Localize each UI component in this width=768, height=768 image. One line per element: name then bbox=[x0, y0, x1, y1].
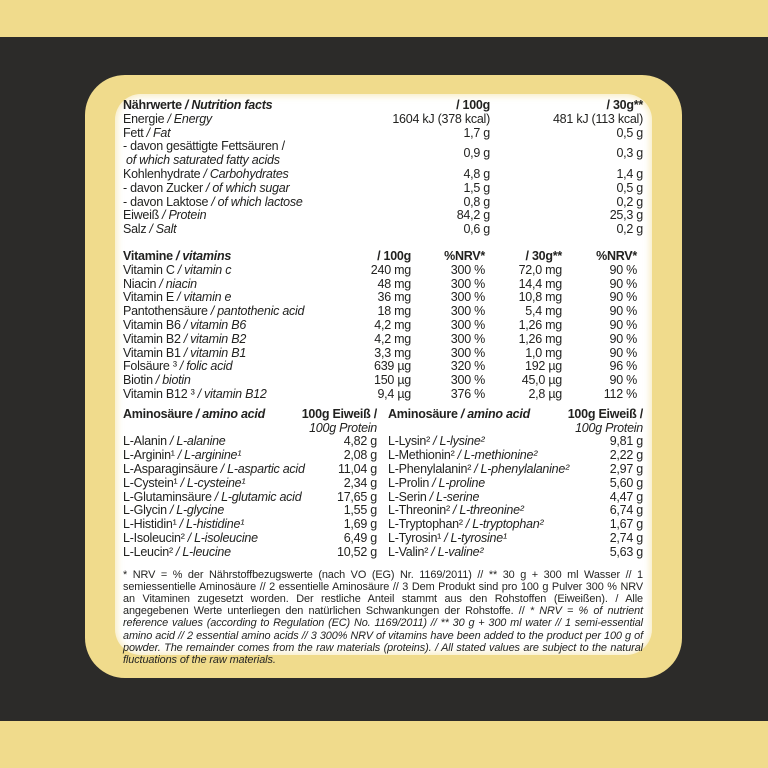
vitamin-value-30g: 1,26 mg bbox=[518, 317, 562, 332]
footnote-german: * NRV = % der Nährstoffbezugswerte (nach VO (EG) Nr. 1169/2011) // ** 30 g + 300 ml Wasser // 1 semiessentielle Aminosäure // 2 essentielle Aminosäure // 3 Dem Produkt sind pro 100 g Pulver 300 % NRV an Vitaminen zugesetzt worden. Der restliche Anteil stammt aus den Rohstoffen (Eiweißen). / Alle angegebenen Werte unterliegen den natürlichen Schwankungen der Rohstoffe. // bbox=[123, 568, 643, 618]
amino-name-en: / L-serine bbox=[429, 489, 480, 504]
amino-name-de: L-Alanin bbox=[123, 434, 167, 449]
nutrition-title bbox=[123, 99, 375, 113]
vitamin-name bbox=[123, 360, 329, 374]
vitamins-title bbox=[123, 250, 329, 264]
nutrient-name-de: Fett bbox=[123, 125, 144, 140]
amino-title-de: Aminosäure bbox=[388, 406, 458, 421]
vitamin-name bbox=[123, 347, 329, 361]
amino-row bbox=[388, 463, 643, 477]
amino-name-en: / L-glutamic acid bbox=[214, 489, 302, 504]
nutrition-row-saturated-fat bbox=[123, 140, 643, 168]
vitamin-value-30g: 72,0 mg bbox=[518, 262, 562, 277]
amino-col-header bbox=[302, 408, 377, 436]
amino-name-de: L-Tyrosin¹ bbox=[388, 530, 442, 545]
vitamin-value-30g: 14,4 mg bbox=[518, 276, 562, 291]
amino-acids-right-column bbox=[388, 408, 643, 560]
amino-value: 2,08 g bbox=[343, 448, 377, 463]
nutrient-name-en: / Protein bbox=[162, 208, 207, 223]
amino-name bbox=[123, 477, 315, 491]
col-header-nrv-100g: %NRV* bbox=[444, 248, 485, 263]
vitamin-name-de: Vitamin B6 bbox=[123, 317, 181, 332]
amino-name-en: / L-proline bbox=[432, 475, 485, 490]
nutrient-name-en: / of which sugar bbox=[205, 180, 290, 195]
nutrient-name bbox=[123, 127, 375, 141]
amino-name bbox=[388, 477, 581, 491]
amino-name bbox=[388, 435, 581, 449]
nutrient-value-100g: 1,5 g bbox=[463, 180, 490, 195]
amino-name-de: L-Histidin¹ bbox=[123, 517, 177, 532]
vitamin-name-de: Biotin bbox=[123, 373, 153, 388]
amino-name-en: / L-methionine² bbox=[457, 448, 538, 463]
vitamin-name bbox=[123, 388, 329, 402]
nutrient-name-de: Kohlenhydrate bbox=[123, 166, 201, 181]
amino-name-en: / L-lysine² bbox=[433, 434, 485, 449]
amino-title-de: Aminosäure bbox=[123, 406, 193, 421]
nutrition-row bbox=[123, 168, 643, 182]
amino-value: 5,63 g bbox=[609, 544, 643, 559]
vitamin-nrv-30g: 90 % bbox=[609, 304, 637, 319]
nutrient-name bbox=[123, 196, 375, 210]
amino-col-header-line1: 100g Eiweiß / bbox=[301, 406, 377, 421]
nutrient-name-en: / of which lactose bbox=[211, 194, 303, 209]
vitamin-nrv-100g: 376 % bbox=[450, 386, 485, 401]
amino-value: 10,52 g bbox=[337, 544, 377, 559]
vitamin-row bbox=[123, 374, 637, 388]
vitamin-value-100g: 48 mg bbox=[377, 276, 411, 291]
vitamin-nrv-30g: 90 % bbox=[609, 373, 637, 388]
vitamin-name-en: / vitamin B1 bbox=[183, 345, 247, 360]
amino-name-en: / L-tyrosine¹ bbox=[444, 530, 507, 545]
nutrient-value-100g: 0,6 g bbox=[463, 222, 490, 237]
vitamin-nrv-30g: 90 % bbox=[609, 317, 637, 332]
amino-row bbox=[388, 435, 643, 449]
amino-title bbox=[123, 408, 302, 422]
amino-header-row bbox=[388, 408, 643, 436]
amino-col-header-line1: 100g Eiweiß / bbox=[567, 406, 643, 421]
vitamin-row bbox=[123, 347, 637, 361]
amino-value: 2,97 g bbox=[609, 461, 643, 476]
vitamin-value-100g: 3,3 mg bbox=[374, 345, 411, 360]
amino-name-de: L-Tryptophan² bbox=[388, 517, 463, 532]
amino-title bbox=[388, 408, 568, 422]
amino-value: 11,04 g bbox=[337, 461, 377, 476]
amino-name-de: L-Prolin bbox=[388, 475, 430, 490]
vitamin-value-30g: 1,0 mg bbox=[525, 345, 562, 360]
nutrient-value-100g: 4,8 g bbox=[463, 166, 490, 181]
amino-name-de: L-Phenylalanin² bbox=[388, 461, 472, 476]
nutrient-name-en: / Salt bbox=[149, 222, 177, 237]
amino-name bbox=[388, 546, 581, 560]
col-header-per-100g: / 100g bbox=[456, 98, 490, 112]
vitamins-title-en: / vitamins bbox=[175, 248, 232, 263]
vitamin-name bbox=[123, 374, 329, 388]
amino-name-de: L-Cystein¹ bbox=[123, 475, 178, 490]
vitamin-name-de: Vitamin B2 bbox=[123, 331, 181, 346]
vitamin-value-100g: 150 µg bbox=[374, 373, 411, 388]
amino-name bbox=[123, 435, 315, 449]
vitamin-nrv-30g: 90 % bbox=[609, 290, 637, 305]
nutrition-row bbox=[123, 223, 643, 237]
amino-row bbox=[123, 518, 377, 532]
vitamin-nrv-30g: 90 % bbox=[609, 331, 637, 346]
amino-col-header-line2: 100g Protein bbox=[575, 420, 643, 435]
amino-col-header-line2: 100g Protein bbox=[309, 420, 377, 435]
nutrient-name-en: of which saturated fatty acids bbox=[126, 153, 280, 168]
amino-row bbox=[123, 449, 377, 463]
amino-value: 1,67 g bbox=[609, 517, 643, 532]
col-header-vit-30g: / 30g** bbox=[525, 248, 562, 263]
vitamin-row bbox=[123, 333, 637, 347]
nutrient-name bbox=[123, 168, 375, 182]
amino-value: 9,81 g bbox=[609, 434, 643, 449]
vitamin-name bbox=[123, 291, 329, 305]
nutrition-header-row bbox=[123, 99, 643, 113]
vitamins-header-row bbox=[123, 250, 637, 264]
amino-name-en: / L-glycine bbox=[169, 503, 225, 518]
vitamin-row bbox=[123, 388, 637, 402]
amino-name bbox=[388, 504, 581, 518]
vitamin-name-de: Vitamin E bbox=[123, 290, 175, 305]
amino-name-en: / L-tryptophan² bbox=[465, 517, 544, 532]
vitamin-name-en: / vitamin B12 bbox=[197, 386, 267, 401]
vitamin-value-100g: 4,2 mg bbox=[374, 317, 411, 332]
vitamins-title-de: Vitamine bbox=[123, 248, 173, 263]
amino-acids-tables bbox=[123, 408, 643, 560]
amino-title-en: / amino acid bbox=[460, 406, 530, 421]
vitamin-name bbox=[123, 333, 329, 347]
amino-value: 2,74 g bbox=[609, 530, 643, 545]
vitamin-value-100g: 9,4 µg bbox=[377, 386, 411, 401]
vitamin-value-100g: 639 µg bbox=[374, 359, 411, 374]
vitamin-row bbox=[123, 291, 637, 305]
amino-value: 2,22 g bbox=[609, 448, 643, 463]
amino-name-de: L-Leucin² bbox=[123, 544, 173, 559]
amino-name-en: / L-isoleucine bbox=[187, 530, 258, 545]
vitamin-name-de: Vitamin C bbox=[123, 262, 175, 277]
vitamin-name bbox=[123, 319, 329, 333]
vitamin-row bbox=[123, 305, 637, 319]
vitamin-row bbox=[123, 360, 637, 374]
vitamin-name-en: / folic acid bbox=[179, 359, 233, 374]
nutrient-value-100g: 84,2 g bbox=[456, 208, 490, 223]
vitamin-name-de: Pantothensäure bbox=[123, 304, 208, 319]
col-header-nrv-30g: %NRV* bbox=[596, 248, 637, 263]
amino-row bbox=[123, 463, 377, 477]
amino-name-de: L-Valin² bbox=[388, 544, 429, 559]
nutrition-title-en: / Nutrition facts bbox=[184, 98, 273, 112]
amino-value: 4,82 g bbox=[343, 434, 377, 449]
vitamin-name-en: / vitamin B6 bbox=[183, 317, 247, 332]
vitamin-nrv-30g: 90 % bbox=[609, 345, 637, 360]
nutrient-value-30g: 481 kJ (113 kcal) bbox=[552, 111, 643, 126]
amino-name bbox=[123, 491, 315, 505]
amino-row bbox=[123, 435, 377, 449]
amino-row bbox=[123, 504, 377, 518]
vitamin-name-en: / pantothenic acid bbox=[210, 304, 305, 319]
amino-name bbox=[388, 463, 581, 477]
amino-row bbox=[123, 477, 377, 491]
nutrient-name-en: / Fat bbox=[146, 125, 171, 140]
amino-name-en: / L-threonine² bbox=[452, 503, 524, 518]
amino-row bbox=[388, 477, 643, 491]
vitamin-value-30g: 10,8 mg bbox=[518, 290, 562, 305]
amino-row bbox=[388, 449, 643, 463]
amino-name bbox=[123, 532, 315, 546]
package-bottom-band bbox=[0, 721, 768, 768]
nutrition-label-card bbox=[85, 75, 682, 678]
col-header-vit-100g: / 100g bbox=[377, 248, 411, 263]
nutrient-value-30g: 1,4 g bbox=[616, 166, 643, 181]
vitamin-value-30g: 1,26 mg bbox=[518, 331, 562, 346]
amino-name-de: L-Serin bbox=[388, 489, 427, 504]
vitamin-nrv-100g: 300 % bbox=[450, 304, 485, 319]
vitamin-name-en: / niacin bbox=[159, 276, 197, 291]
package-top-band bbox=[0, 0, 768, 37]
nutrition-row bbox=[123, 196, 643, 210]
nutrient-value-30g: 0,3 g bbox=[616, 146, 643, 161]
vitamin-value-30g: 2,8 µg bbox=[528, 386, 562, 401]
vitamin-nrv-100g: 300 % bbox=[450, 373, 485, 388]
nutrient-value-100g: 1,7 g bbox=[463, 125, 490, 140]
amino-value: 2,34 g bbox=[343, 475, 377, 490]
nutrient-name-en: / Carbohydrates bbox=[203, 166, 289, 181]
amino-header-row bbox=[123, 408, 377, 436]
amino-row bbox=[123, 491, 377, 505]
nutrient-name-de: - davon gesättigte Fettsäuren / bbox=[123, 139, 285, 154]
vitamin-name-en: / vitamin B2 bbox=[183, 331, 247, 346]
amino-name-de: L-Lysin² bbox=[388, 434, 430, 449]
vitamin-nrv-30g: 90 % bbox=[609, 262, 637, 277]
amino-row bbox=[123, 546, 377, 560]
vitamin-name-en: / biotin bbox=[155, 373, 191, 388]
vitamin-nrv-30g: 90 % bbox=[609, 276, 637, 291]
amino-name bbox=[388, 518, 581, 532]
amino-row bbox=[388, 504, 643, 518]
vitamins-table bbox=[123, 250, 643, 402]
vitamin-name-en: / vitamin c bbox=[177, 262, 232, 277]
nutrition-label-inner bbox=[115, 94, 652, 666]
amino-name-de: L-Arginin¹ bbox=[123, 448, 175, 463]
vitamin-name-en: / vitamin e bbox=[177, 290, 232, 305]
nutrient-value-100g: 1604 kJ (378 kcal) bbox=[392, 111, 490, 126]
amino-name bbox=[388, 491, 581, 505]
vitamin-nrv-100g: 300 % bbox=[450, 331, 485, 346]
vitamin-value-30g: 192 µg bbox=[525, 359, 562, 374]
nutrient-value-30g: 0,5 g bbox=[616, 125, 643, 140]
amino-name-de: L-Asparaginsäure bbox=[123, 461, 218, 476]
amino-row bbox=[388, 532, 643, 546]
amino-name bbox=[123, 504, 315, 518]
nutrient-name-de: Salz bbox=[123, 222, 147, 237]
nutrient-name-de: Energie bbox=[123, 111, 165, 126]
nutrition-row bbox=[123, 113, 643, 127]
vitamin-nrv-100g: 300 % bbox=[450, 276, 485, 291]
vitamin-value-100g: 36 mg bbox=[377, 290, 411, 305]
vitamin-nrv-30g: 96 % bbox=[609, 359, 637, 374]
amino-name-de: L-Glutaminsäure bbox=[123, 489, 212, 504]
amino-row bbox=[388, 518, 643, 532]
vitamin-nrv-100g: 300 % bbox=[450, 290, 485, 305]
amino-name bbox=[123, 546, 315, 560]
nutrition-row bbox=[123, 127, 643, 141]
amino-name bbox=[123, 518, 315, 532]
amino-name bbox=[123, 449, 315, 463]
amino-name-de: L-Threonin² bbox=[388, 503, 450, 518]
vitamin-name bbox=[123, 305, 329, 319]
amino-value: 1,69 g bbox=[343, 517, 377, 532]
nutrient-name bbox=[123, 182, 375, 196]
footnote-english: * NRV = % of nutrient reference values (according to Regulation (EC) No. 1169/2011) // ** 30 g + 300 ml water // 1 semi-essential amino acid // 2 essential amino acids // 3 300% NRV of vitamins have been added to the product per 100 g of powder. The remainder comes from the raw materials (proteins). / All stated values are subject to the natural fluctuations of the raw materials. bbox=[123, 605, 643, 666]
nutrient-name bbox=[123, 140, 375, 168]
vitamin-value-30g: 45,0 µg bbox=[521, 373, 562, 388]
amino-name bbox=[388, 449, 581, 463]
nutrient-name bbox=[123, 209, 375, 223]
col-header-per-30g: / 30g** bbox=[606, 98, 643, 112]
amino-title-en: / amino acid bbox=[195, 406, 265, 421]
nutrient-name-de: - davon Laktose bbox=[123, 194, 209, 209]
vitamin-row bbox=[123, 319, 637, 333]
amino-value: 17,65 g bbox=[337, 489, 377, 504]
nutrition-facts-table bbox=[123, 99, 643, 237]
amino-name-en: / L-alanine bbox=[169, 434, 226, 449]
vitamin-name-de: Niacin bbox=[123, 276, 157, 291]
vitamin-row bbox=[123, 264, 637, 278]
amino-value: 5,60 g bbox=[609, 475, 643, 490]
vitamin-row bbox=[123, 278, 637, 292]
amino-name-de: L-Isoleucin² bbox=[123, 530, 185, 545]
nutrient-name-de: - davon Zucker bbox=[123, 180, 203, 195]
nutrition-row bbox=[123, 209, 643, 223]
amino-value: 6,74 g bbox=[609, 503, 643, 518]
amino-acids-left-column bbox=[123, 408, 377, 560]
amino-value: 4,47 g bbox=[609, 489, 643, 504]
amino-name-en: / L-arginine¹ bbox=[177, 448, 242, 463]
vitamin-nrv-30g: 112 % bbox=[603, 386, 637, 401]
vitamin-name-de: Folsäure ³ bbox=[123, 359, 177, 374]
amino-name bbox=[123, 463, 315, 477]
amino-col-header bbox=[568, 408, 643, 436]
amino-name-en: / L-cysteine¹ bbox=[180, 475, 246, 490]
vitamin-value-100g: 240 mg bbox=[370, 262, 411, 277]
nutrient-value-100g: 0,8 g bbox=[463, 194, 490, 209]
nutrient-value-30g: 0,5 g bbox=[616, 180, 643, 195]
amino-name-de: L-Methionin² bbox=[388, 448, 455, 463]
footnote-text bbox=[123, 569, 643, 667]
nutrient-value-30g: 0,2 g bbox=[616, 194, 643, 209]
nutrient-value-100g: 0,9 g bbox=[463, 146, 490, 161]
vitamin-value-100g: 4,2 mg bbox=[374, 331, 411, 346]
nutrition-row bbox=[123, 182, 643, 196]
amino-row bbox=[388, 491, 643, 505]
vitamin-value-100g: 18 mg bbox=[377, 304, 411, 319]
amino-value: 1,55 g bbox=[343, 503, 377, 518]
amino-name-en: / L-aspartic acid bbox=[220, 461, 305, 476]
amino-name-en: / L-phenylalanine² bbox=[474, 461, 569, 476]
nutrient-name-de: Eiweiß bbox=[123, 208, 160, 223]
amino-name bbox=[388, 532, 581, 546]
amino-name-de: L-Glycin bbox=[123, 503, 167, 518]
vitamin-name bbox=[123, 278, 329, 292]
nutrient-value-30g: 0,2 g bbox=[616, 222, 643, 237]
vitamin-nrv-100g: 320 % bbox=[450, 359, 485, 374]
amino-row bbox=[388, 546, 643, 560]
amino-value: 6,49 g bbox=[343, 530, 377, 545]
vitamin-name bbox=[123, 264, 329, 278]
amino-name-en: / L-leucine bbox=[175, 544, 231, 559]
nutrient-name-en: / Energy bbox=[167, 111, 212, 126]
vitamin-nrv-100g: 300 % bbox=[450, 262, 485, 277]
amino-row bbox=[123, 532, 377, 546]
vitamin-name-de: Vitamin B12 ³ bbox=[123, 386, 195, 401]
vitamin-nrv-100g: 300 % bbox=[450, 345, 485, 360]
vitamin-name-de: Vitamin B1 bbox=[123, 345, 181, 360]
amino-name-en: / L-valine² bbox=[431, 544, 484, 559]
amino-name-en: / L-histidine¹ bbox=[179, 517, 245, 532]
vitamin-nrv-100g: 300 % bbox=[450, 317, 485, 332]
nutrient-value-30g: 25,3 g bbox=[609, 208, 643, 223]
nutrition-title-de: Nährwerte bbox=[123, 98, 182, 112]
nutrient-name bbox=[123, 113, 375, 127]
nutrient-name bbox=[123, 223, 375, 237]
vitamin-value-30g: 5,4 mg bbox=[525, 304, 562, 319]
